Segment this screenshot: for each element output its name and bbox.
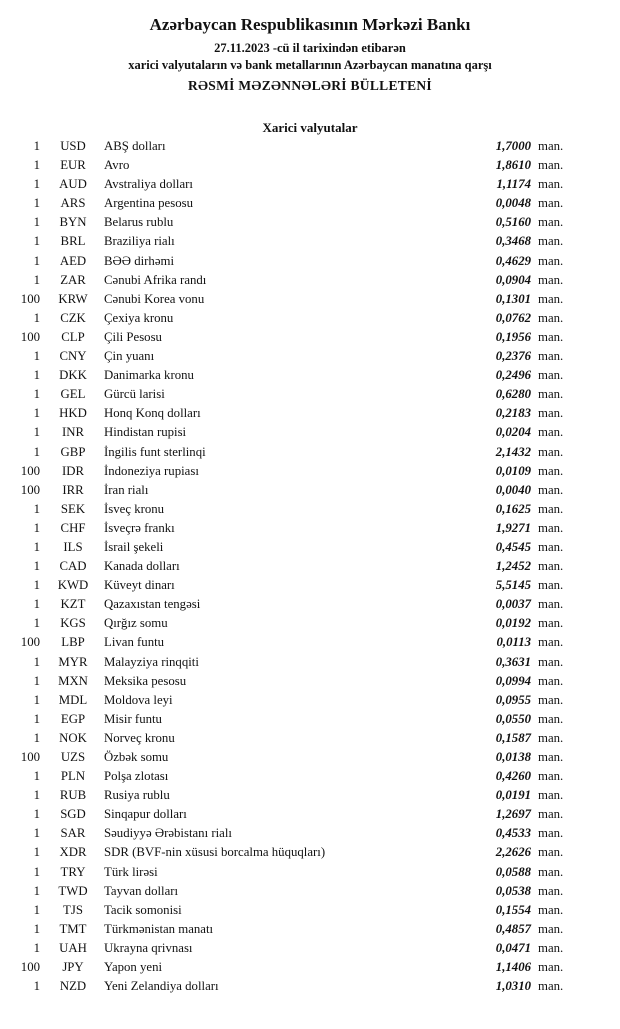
- quantity-cell: 1: [33, 559, 40, 574]
- table-row: [12, 979, 580, 998]
- unit-cell: man.: [538, 769, 564, 784]
- rate-cell: 0,0138: [495, 750, 531, 764]
- unit-cell: man.: [538, 960, 564, 975]
- rate-cell: 0,2376: [495, 349, 531, 364]
- unit-cell: man.: [538, 196, 564, 211]
- table-row: [12, 273, 580, 292]
- unit-cell: man.: [538, 864, 564, 879]
- currency-name-cell: Braziliya rialı: [104, 234, 175, 249]
- currency-name-cell: Kanada dolları: [104, 559, 180, 574]
- unit-cell: man.: [538, 215, 564, 230]
- quantity-cell: 1: [33, 234, 40, 249]
- table-row: [12, 521, 580, 540]
- currency-code-cell: CZK: [60, 310, 86, 325]
- table-row: [12, 597, 580, 616]
- table-row: [12, 788, 580, 807]
- currency-name-cell: Danimarka kronu: [104, 368, 194, 383]
- unit-cell: man.: [538, 654, 564, 669]
- table-row: [12, 807, 580, 826]
- quantity-cell: 1: [33, 807, 40, 822]
- table-row: [12, 635, 580, 654]
- currency-name-cell: Avstraliya dolları: [104, 177, 193, 192]
- table-row: [12, 425, 580, 444]
- quantity-cell: 100: [20, 635, 40, 650]
- rate-cell: 5,5145: [495, 578, 531, 593]
- rate-cell: 0,0109: [495, 463, 531, 478]
- currency-code-cell: NZD: [59, 979, 87, 994]
- unit-cell: man.: [538, 253, 564, 268]
- rate-cell: 0,1301: [495, 291, 531, 306]
- currency-code-cell: GEL: [60, 387, 86, 402]
- currency-name-cell: İsveç kronu: [104, 501, 165, 516]
- currency-name-cell: Səudiyyə Ərəbistanı rialı: [104, 826, 232, 841]
- unit-cell: man.: [538, 788, 564, 803]
- unit-cell: man.: [538, 921, 564, 936]
- currency-code-cell: GBP: [60, 444, 86, 459]
- currency-code-cell: HKD: [59, 406, 87, 421]
- unit-cell: man.: [538, 310, 564, 325]
- table-row: [12, 693, 580, 712]
- rate-cell: 0,1625: [495, 501, 531, 516]
- table-row: [12, 903, 580, 922]
- table-row: [12, 196, 580, 215]
- unit-cell: man.: [538, 482, 564, 497]
- quantity-cell: 1: [33, 711, 40, 726]
- quantity-cell: 1: [33, 272, 40, 287]
- rate-cell: 0,4533: [495, 826, 531, 841]
- section-title-foreign-currencies: Xarici valyutalar: [262, 120, 358, 135]
- currency-code-cell: AED: [59, 253, 87, 268]
- unit-cell: man.: [538, 139, 564, 153]
- quantity-cell: 1: [33, 883, 40, 898]
- table-row: [12, 139, 580, 158]
- bulletin-title: RƏSMİ MƏZƏNNƏLƏRİ BÜLLETENİ: [187, 78, 432, 93]
- rate-cell: 0,1956: [495, 329, 531, 344]
- unit-cell: man.: [538, 979, 564, 994]
- rate-cell: 0,0994: [495, 673, 531, 688]
- quantity-cell: 1: [33, 826, 40, 841]
- unit-cell: man.: [538, 177, 564, 192]
- currency-code-cell: LBP: [61, 635, 85, 650]
- quantity-cell: 1: [33, 368, 40, 383]
- unit-cell: man.: [538, 750, 564, 764]
- table-row: [12, 826, 580, 845]
- rate-cell: 0,2183: [495, 406, 531, 421]
- currency-name-cell: Tacik somonisi: [104, 902, 182, 917]
- currency-code-cell: NOK: [59, 730, 87, 745]
- unit-cell: man.: [538, 291, 564, 306]
- currency-name-cell: Rusiya rublu: [104, 788, 170, 803]
- currency-code-cell: BYN: [59, 215, 87, 230]
- table-row: [12, 158, 580, 177]
- subtitle-line: xarici valyutaların və bank metallarının Azərbaycan manatına qarşı: [128, 58, 492, 72]
- rate-cell: 1,9271: [495, 520, 531, 535]
- table-row: [12, 865, 580, 884]
- unit-cell: man.: [538, 329, 564, 344]
- rate-cell: 0,0037: [495, 597, 531, 612]
- currency-name-cell: Cənubi Afrika randı: [104, 272, 207, 287]
- rate-cell: 0,1587: [495, 730, 531, 745]
- quantity-cell: 1: [33, 597, 40, 612]
- currency-code-cell: CNY: [59, 349, 87, 364]
- currency-name-cell: İngilis funt sterlinqi: [104, 444, 206, 459]
- quantity-cell: 1: [33, 654, 40, 669]
- currency-code-cell: CLP: [61, 329, 85, 344]
- unit-cell: man.: [538, 463, 564, 478]
- quantity-cell: 1: [33, 864, 40, 879]
- currency-code-cell: CAD: [59, 559, 87, 574]
- currency-code-cell: IDR: [61, 463, 85, 478]
- currency-code-cell: TWD: [58, 883, 88, 898]
- rate-cell: 0,2496: [495, 368, 531, 383]
- rate-cell: 1,2452: [495, 559, 531, 574]
- quantity-cell: 1: [33, 673, 40, 688]
- currency-name-cell: Honq Konq dolları: [104, 406, 201, 421]
- quantity-cell: 1: [33, 520, 40, 535]
- rate-cell: 1,1406: [495, 960, 531, 975]
- table-row: [12, 311, 580, 330]
- currency-name-cell: İran rialı: [104, 482, 149, 497]
- currency-name-cell: Hindistan rupisi: [104, 425, 187, 440]
- currency-code-cell: KRW: [58, 291, 88, 306]
- table-row: [12, 502, 580, 521]
- unit-cell: man.: [538, 272, 564, 287]
- currency-name-cell: Yeni Zelandiya dolları: [104, 979, 219, 994]
- rate-cell: 0,3631: [495, 654, 531, 669]
- currency-name-cell: Livan funtu: [104, 635, 165, 650]
- rate-cell: 0,0550: [495, 711, 531, 726]
- rate-cell: 0,0191: [495, 788, 531, 803]
- table-row: [12, 177, 580, 196]
- unit-cell: man.: [538, 673, 564, 688]
- unit-cell: man.: [538, 616, 564, 631]
- rate-cell: 0,0762: [495, 310, 531, 325]
- unit-cell: man.: [538, 578, 564, 593]
- rate-cell: 0,4857: [495, 921, 531, 936]
- quantity-cell: 1: [33, 788, 40, 803]
- currency-name-cell: Qazaxıstan tengəsi: [104, 597, 201, 612]
- table-row: [12, 292, 580, 311]
- currency-name-cell: İsrail şekeli: [104, 539, 164, 554]
- unit-cell: man.: [538, 807, 564, 822]
- currency-name-cell: ABŞ dolları: [104, 139, 166, 153]
- document-header: [0, 14, 620, 96]
- table-row: [12, 578, 580, 597]
- quantity-cell: 1: [33, 769, 40, 784]
- table-row: [12, 254, 580, 273]
- unit-cell: man.: [538, 406, 564, 421]
- rate-cell: 0,0471: [495, 940, 531, 955]
- rate-cell: 0,0040: [495, 482, 531, 497]
- rate-cell: 0,0904: [495, 272, 531, 287]
- currency-name-cell: Tayvan dolları: [104, 883, 179, 898]
- currency-code-cell: ARS: [60, 196, 86, 211]
- rates-table-body: [0, 139, 620, 998]
- rate-cell: 0,0113: [496, 635, 531, 650]
- quantity-cell: 1: [33, 215, 40, 230]
- currency-name-cell: Türkmənistan manatı: [104, 921, 214, 936]
- rate-cell: 0,0048: [495, 196, 531, 211]
- currency-name-cell: Polşa zlotası: [104, 769, 169, 784]
- table-row: [12, 464, 580, 483]
- quantity-cell: 1: [33, 616, 40, 631]
- currency-name-cell: Cənubi Korea vonu: [104, 291, 205, 306]
- unit-cell: man.: [538, 425, 564, 440]
- currency-code-cell: USD: [60, 139, 86, 153]
- currency-code-cell: SAR: [60, 826, 86, 841]
- table-row: [12, 731, 580, 750]
- unit-cell: man.: [538, 539, 564, 554]
- rate-cell: 0,4260: [495, 769, 531, 784]
- quantity-cell: 100: [20, 463, 40, 478]
- currency-name-cell: SDR (BVF-nin xüsusi borcalma hüquqları): [104, 845, 326, 860]
- unit-cell: man.: [538, 158, 564, 173]
- quantity-cell: 1: [33, 444, 40, 459]
- currency-name-cell: Avro: [104, 158, 130, 173]
- currency-code-cell: MXN: [58, 673, 88, 688]
- currency-name-cell: Yapon yeni: [104, 960, 163, 975]
- currency-code-cell: DKK: [59, 368, 87, 383]
- rate-cell: 0,0192: [495, 616, 531, 631]
- quantity-cell: 1: [33, 692, 40, 707]
- currency-code-cell: JPY: [62, 960, 84, 975]
- currency-name-cell: Gürcü larisi: [104, 387, 165, 402]
- quantity-cell: 1: [33, 979, 40, 994]
- unit-cell: man.: [538, 635, 564, 650]
- unit-cell: man.: [538, 730, 564, 745]
- currency-name-cell: Çili Pesosu: [104, 329, 162, 344]
- table-row: [12, 960, 580, 979]
- unit-cell: man.: [538, 711, 564, 726]
- unit-cell: man.: [538, 692, 564, 707]
- currency-code-cell: XDR: [59, 845, 87, 860]
- currency-name-cell: BƏƏ dirhəmi: [104, 253, 175, 268]
- quantity-cell: 1: [33, 425, 40, 440]
- currency-code-cell: IRR: [62, 482, 84, 497]
- table-row: [12, 559, 580, 578]
- unit-cell: man.: [538, 883, 564, 898]
- currency-name-cell: Belarus rublu: [104, 215, 174, 230]
- currency-name-cell: Çin yuanı: [104, 349, 155, 364]
- currency-code-cell: MDL: [58, 692, 88, 707]
- unit-cell: man.: [538, 940, 564, 955]
- table-row: [12, 330, 580, 349]
- currency-code-cell: KZT: [60, 597, 86, 612]
- unit-cell: man.: [538, 368, 564, 383]
- unit-cell: man.: [538, 559, 564, 574]
- table-row: [12, 368, 580, 387]
- currency-code-cell: EGP: [60, 711, 86, 726]
- quantity-cell: 1: [33, 730, 40, 745]
- currency-code-cell: RUB: [59, 788, 87, 803]
- table-row: [12, 215, 580, 234]
- currency-name-cell: Küveyt dinarı: [104, 578, 175, 593]
- rate-cell: 0,0538: [495, 883, 531, 898]
- table-row: [12, 845, 580, 864]
- table-row: [12, 941, 580, 960]
- currency-code-cell: SGD: [60, 807, 86, 822]
- quantity-cell: 100: [20, 960, 40, 975]
- table-row: [12, 349, 580, 368]
- currency-code-cell: MYR: [58, 654, 88, 669]
- unit-cell: man.: [538, 234, 564, 249]
- quantity-cell: 1: [33, 501, 40, 516]
- table-row: [12, 922, 580, 941]
- rate-cell: 0,0204: [495, 425, 531, 440]
- currency-code-cell: KGS: [60, 616, 86, 631]
- currency-name-cell: Çexiya kronu: [104, 310, 174, 325]
- rate-cell: 0,3468: [495, 234, 531, 249]
- table-row: [12, 540, 580, 559]
- currency-code-cell: EUR: [60, 158, 86, 173]
- quantity-cell: 1: [33, 349, 40, 364]
- quantity-cell: 1: [33, 940, 40, 955]
- currency-name-cell: Özbək somu: [104, 750, 169, 764]
- table-row: [12, 674, 580, 693]
- currency-code-cell: CHF: [60, 520, 86, 535]
- quantity-cell: 1: [33, 845, 40, 860]
- currency-code-cell: INR: [61, 425, 85, 440]
- currency-code-cell: TMT: [59, 921, 87, 936]
- currency-name-cell: Türk lirəsi: [104, 864, 158, 879]
- quantity-cell: 1: [33, 921, 40, 936]
- table-row: [12, 234, 580, 253]
- currency-name-cell: Ukrayna qrivnası: [104, 940, 193, 955]
- currency-code-cell: KWD: [57, 578, 89, 593]
- unit-cell: man.: [538, 845, 564, 860]
- quantity-cell: 1: [33, 406, 40, 421]
- currency-name-cell: Norveç kronu: [104, 730, 175, 745]
- table-row: [12, 616, 580, 635]
- table-row: [12, 445, 580, 464]
- quantity-cell: 1: [33, 196, 40, 211]
- currency-code-cell: PLN: [60, 769, 86, 784]
- unit-cell: man.: [538, 597, 564, 612]
- unit-cell: man.: [538, 501, 564, 516]
- quantity-cell: 100: [20, 482, 40, 497]
- currency-code-cell: BRL: [60, 234, 86, 249]
- currency-name-cell: Argentina pesosu: [104, 196, 193, 211]
- unit-cell: man.: [538, 520, 564, 535]
- rate-cell: 1,2697: [495, 807, 531, 822]
- quantity-cell: 1: [33, 310, 40, 325]
- rate-cell: 0,1554: [495, 902, 531, 917]
- unit-cell: man.: [538, 387, 564, 402]
- rate-cell: 1,0310: [495, 979, 531, 994]
- currency-code-cell: TRY: [60, 864, 86, 879]
- currency-name-cell: Qırğız somu: [104, 616, 168, 631]
- currency-code-cell: ILS: [63, 539, 83, 554]
- unit-cell: man.: [538, 902, 564, 917]
- currency-code-cell: SEK: [60, 501, 86, 516]
- effective-date-line: 27.11.2023 -cü il tarixindən etibarən: [214, 41, 406, 55]
- unit-cell: man.: [538, 444, 564, 459]
- table-row: [12, 769, 580, 788]
- rate-cell: 2,1432: [495, 444, 531, 459]
- currency-code-cell: TJS: [63, 902, 83, 917]
- table-row: [12, 655, 580, 674]
- currency-code-cell: UAH: [59, 940, 87, 955]
- currency-name-cell: Misir funtu: [104, 711, 162, 726]
- quantity-cell: 100: [20, 750, 40, 764]
- table-row: [12, 406, 580, 425]
- quantity-cell: 1: [33, 387, 40, 402]
- rate-cell: 0,0955: [495, 692, 531, 707]
- currency-code-cell: ZAR: [60, 272, 86, 287]
- currency-name-cell: Malayziya rinqqiti: [104, 654, 199, 669]
- quantity-cell: 1: [33, 902, 40, 917]
- quantity-cell: 1: [33, 139, 40, 153]
- currency-name-cell: Meksika pesosu: [104, 673, 187, 688]
- rate-cell: 0,5160: [495, 215, 531, 230]
- rate-cell: 1,7000: [495, 139, 531, 153]
- currency-name-cell: Moldova leyi: [104, 692, 173, 707]
- table-row: [12, 750, 580, 769]
- rate-cell: 0,4629: [495, 253, 531, 268]
- quantity-cell: 100: [20, 329, 40, 344]
- rate-cell: 0,4545: [495, 539, 531, 554]
- table-row: [12, 387, 580, 406]
- rate-cell: 0,0588: [495, 864, 531, 879]
- currency-name-cell: Sinqapur dolları: [104, 807, 187, 822]
- rate-cell: 1,1174: [496, 177, 531, 192]
- rate-cell: 1,8610: [495, 158, 531, 173]
- quantity-cell: 1: [33, 158, 40, 173]
- quantity-cell: 100: [20, 291, 40, 306]
- quantity-cell: 1: [33, 253, 40, 268]
- table-row: [12, 884, 580, 903]
- table-row: [12, 483, 580, 502]
- bank-title: Azərbaycan Respublikasının Mərkəzi Bankı: [149, 15, 471, 34]
- currency-name-cell: İsveçrə frankı: [104, 520, 175, 535]
- unit-cell: man.: [538, 826, 564, 841]
- currency-code-cell: AUD: [59, 177, 87, 192]
- quantity-cell: 1: [33, 578, 40, 593]
- quantity-cell: 1: [33, 177, 40, 192]
- currency-code-cell: UZS: [60, 750, 86, 764]
- currency-name-cell: İndoneziya rupiası: [104, 463, 199, 478]
- rate-cell: 0,6280: [495, 387, 531, 402]
- table-row: [12, 712, 580, 731]
- quantity-cell: 1: [33, 539, 40, 554]
- unit-cell: man.: [538, 349, 564, 364]
- rate-cell: 2,2626: [495, 845, 531, 860]
